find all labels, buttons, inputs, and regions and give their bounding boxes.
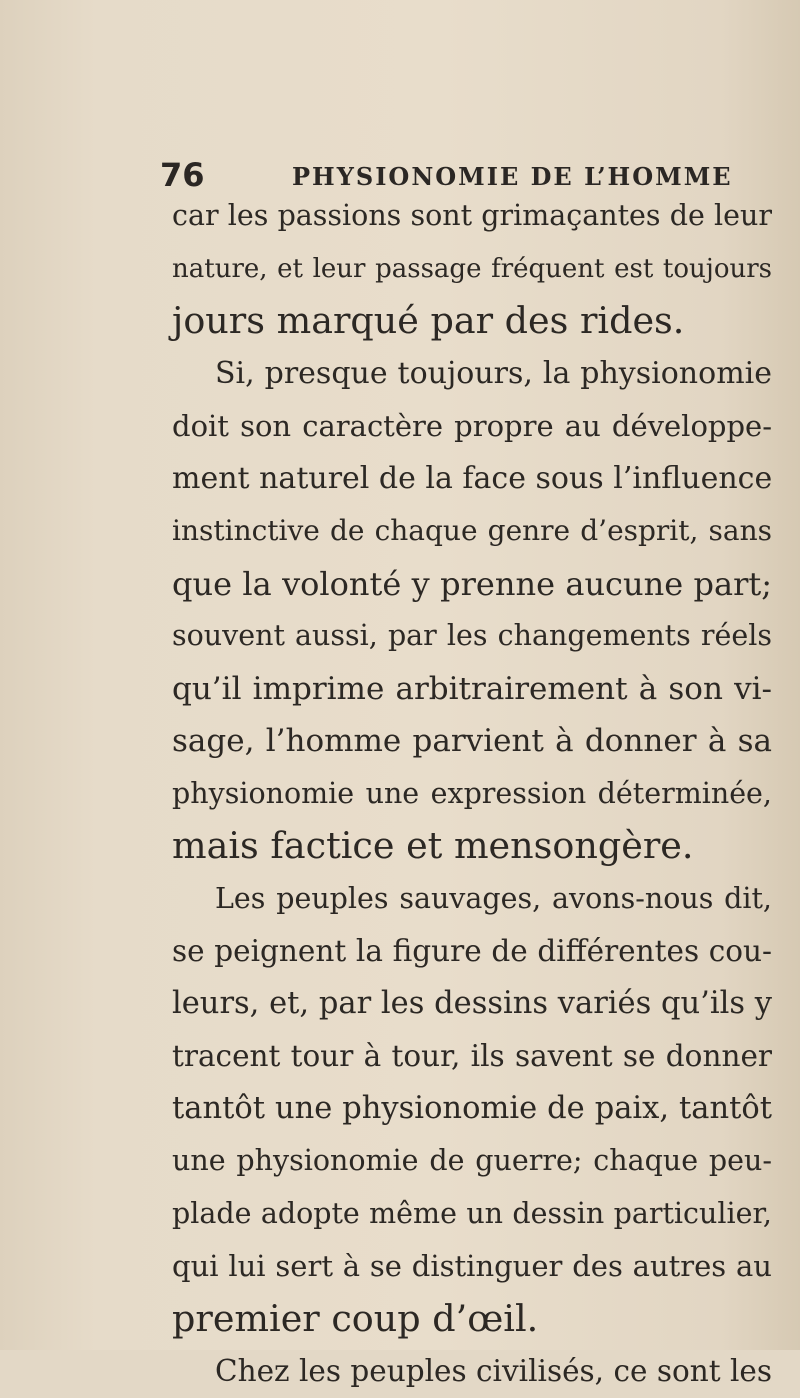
text-line: jours marqué par des rides. <box>172 299 685 342</box>
text-line: tantôt une physionomie de paix, tantôt <box>172 1090 772 1126</box>
text-line: Si, presque toujours, la physionomie <box>215 355 772 391</box>
text-line: nature, et leur passage fréquent est toujours <box>172 253 772 284</box>
text-line: que la volonté y prenne aucune part; <box>172 564 772 603</box>
page-number: 76 <box>160 156 205 194</box>
body-text <box>172 190 772 1398</box>
text-line: physionomie une expression déterminée, <box>172 776 772 810</box>
text-line: qui lui sert à se distinguer des autres au <box>172 1249 772 1283</box>
text-line: ment naturel de la face sous l’influence <box>172 460 773 496</box>
text-line: instinctive de chaque genre d’esprit, sans <box>172 514 772 547</box>
text-line: se peignent la figure de différentes cou- <box>172 934 772 968</box>
text-line: souvent aussi, par les changements réels <box>172 619 772 652</box>
text-line: Les peuples sauvages, avons-nous dit, <box>215 881 772 915</box>
text-line: mais factice et mensongère. <box>172 824 694 867</box>
text-line: sage, l’homme parvient à donner à sa <box>172 723 772 759</box>
text-line: premier coup d’œil. <box>172 1296 539 1340</box>
running-title: PHYSIONOMIE DE L’HOMME <box>292 162 733 191</box>
text-line: qu’il imprime arbitrairement à son vi- <box>172 670 772 707</box>
text-line: doit son caractère propre au développe- <box>172 409 772 443</box>
text-line: tracent tour à tour, ils savent se donner <box>172 1039 772 1073</box>
text-line: car les passions sont grimaçantes de leur <box>172 199 772 232</box>
text-line: leurs, et, par les dessins variés qu’ils y <box>172 985 772 1021</box>
text-line: une physionomie de guerre; chaque peu- <box>172 1144 772 1177</box>
text-line: Chez les peuples civilisés, ce sont les <box>215 1354 772 1388</box>
text-line: plade adopte même un dessin particulier, <box>172 1196 772 1230</box>
page-header <box>160 155 760 195</box>
